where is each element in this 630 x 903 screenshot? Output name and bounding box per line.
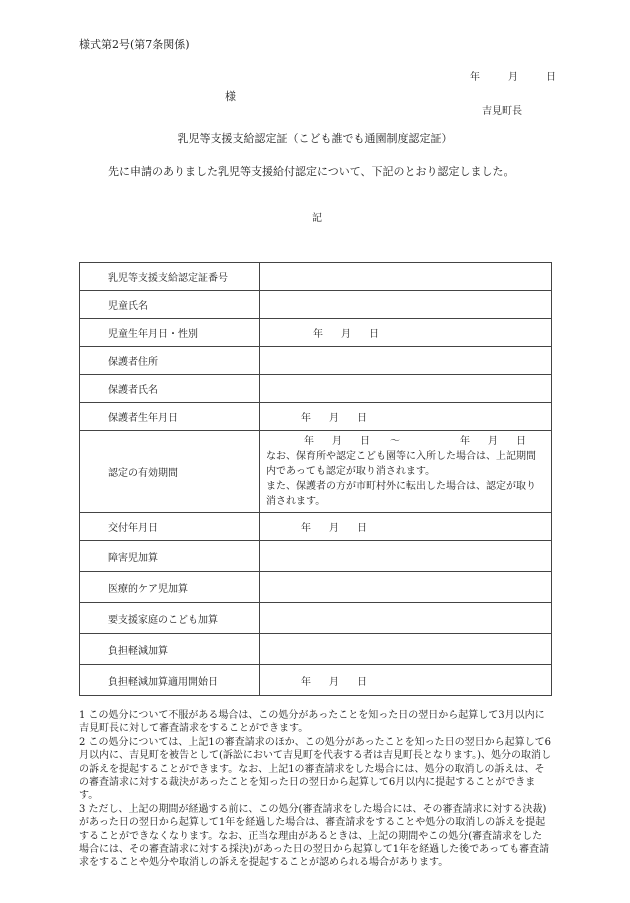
year-label: 年 [470,72,480,83]
child-name-field[interactable] [260,291,552,319]
validity-period-field[interactable] [260,431,552,513]
note-3: 3 ただし、上記の期間が経過する前に、この処分(審査請求をした場合には、その審査請求に対する決裁)があった日の翌日から起算して1年を経過した場合は、審査請求をすることや処分の取消しの訴えを提起することができなくなります。なお、正当な理由があるときは、上記の期間やこの処分(審査請求をした場合には、その審査請求に対する採決)があった日の翌日から起算して1年を経過した後であっても審査請求をすることや処分や取消しの訴えを提起することが認められる場合があります。 [79,803,550,869]
issue-date-header [470,68,556,83]
row-label: 保護者生年月日 [80,403,260,431]
day-label: 日 [357,523,367,534]
year-label: 年 [304,436,314,447]
row-label: 要支援家庭のこども加算 [80,603,260,634]
month-label: 月 [508,72,518,83]
row-label: 負担軽減加算 [80,634,260,665]
row-label: 児童生年月日・性別 [80,319,260,347]
table-row [80,541,552,572]
certificate-number-field[interactable] [260,263,552,291]
table-row [80,291,552,319]
row-label: 交付年月日 [80,513,260,541]
table-row [80,347,552,375]
day-label: 日 [369,329,379,340]
year-label: 年 [301,676,311,688]
table-row [80,634,552,665]
day-label: 日 [516,436,526,447]
period-note-relocation: また、保護者の方が市町村外に転出した場合は、認定が取り消されます。 [266,481,536,507]
month-label: 月 [341,329,351,340]
year-label: 年 [313,329,323,340]
row-label: 障害児加算 [80,541,260,572]
row-label: 負担軽減加算適用開始日 [80,665,260,696]
period-tilde: ～ [390,436,400,447]
lead-paragraph: 先に申請のありました乳児等支援給付認定について、下記のとおり認定しました。 [108,165,515,178]
year-label: 年 [301,413,311,424]
month-label: 月 [329,413,339,424]
burden-reduction-field[interactable] [260,634,552,665]
form-number-label: 様式第2号(第7条関係) [79,38,190,51]
note-1: 1 この処分について不服がある場合は、この処分があったことを知った日の翌日から起算して3月以内に吉見町長に対して審査請求をすることができます。 [79,710,545,735]
row-label: 保護者氏名 [80,375,260,403]
row-label: 児童氏名 [80,291,260,319]
day-label: 日 [546,72,556,83]
certificate-table [79,262,552,541]
medical-care-addition-field[interactable] [260,572,552,603]
table-row [80,603,552,634]
table-row [80,319,552,347]
table-row [80,263,552,291]
table-row [80,375,552,403]
row-label: 認定の有効期間 [80,431,260,513]
issue-date-field[interactable] [260,513,552,541]
support-family-addition-field[interactable] [260,603,552,634]
appeal-notes [79,709,551,870]
note-2: 2 この処分については、上記1の審査請求のほか、この処分があったことを知った日の翌日から起算して6月以内に、吉見町を被告として(訴訟において吉見町を代表する者は吉見町長となります。)、処分の取消しの訴えを提起することができます。なお、上記1の審査請求をした場合には、処分の取消しの訴えは、その審査請求に対する裁決があったことを知った日の翌日から起算して6月以内に提起することができます。 [79,736,552,802]
day-label: 日 [360,436,370,447]
period-note-admission: なお、保育所や認定こども園等に入所した場合は、上記期間内であっても認定が取り消されます。 [266,451,536,477]
ki-heading: 記 [312,213,322,224]
guardian-name-field[interactable] [260,375,552,403]
month-label: 月 [329,523,339,534]
issuer-name: 吉見町長 [482,106,522,117]
addressee-suffix: 様 [225,90,236,103]
month-label: 月 [329,676,339,688]
table-row [80,403,552,431]
month-label: 月 [488,436,498,447]
table-row [80,665,552,696]
document-title: 乳児等支援支給認定証（こども誰でも通園制度認定証） [177,132,453,145]
row-label: 乳児等支援支給認定証番号 [80,263,260,291]
month-label: 月 [332,436,342,447]
year-label: 年 [301,523,311,534]
row-label: 医療的ケア児加算 [80,572,260,603]
guardian-birthdate-field[interactable] [260,403,552,431]
additions-table [79,540,552,696]
disability-addition-field[interactable] [260,541,552,572]
burden-reduction-start-field[interactable] [260,665,552,696]
day-label: 日 [357,413,367,424]
validity-period-range [266,434,544,449]
year-label: 年 [460,436,470,447]
day-label: 日 [357,676,367,688]
child-birthdate-field[interactable] [260,319,552,347]
table-row [80,513,552,541]
guardian-address-field[interactable] [260,347,552,375]
table-row [80,431,552,513]
table-row [80,572,552,603]
row-label: 保護者住所 [80,347,260,375]
